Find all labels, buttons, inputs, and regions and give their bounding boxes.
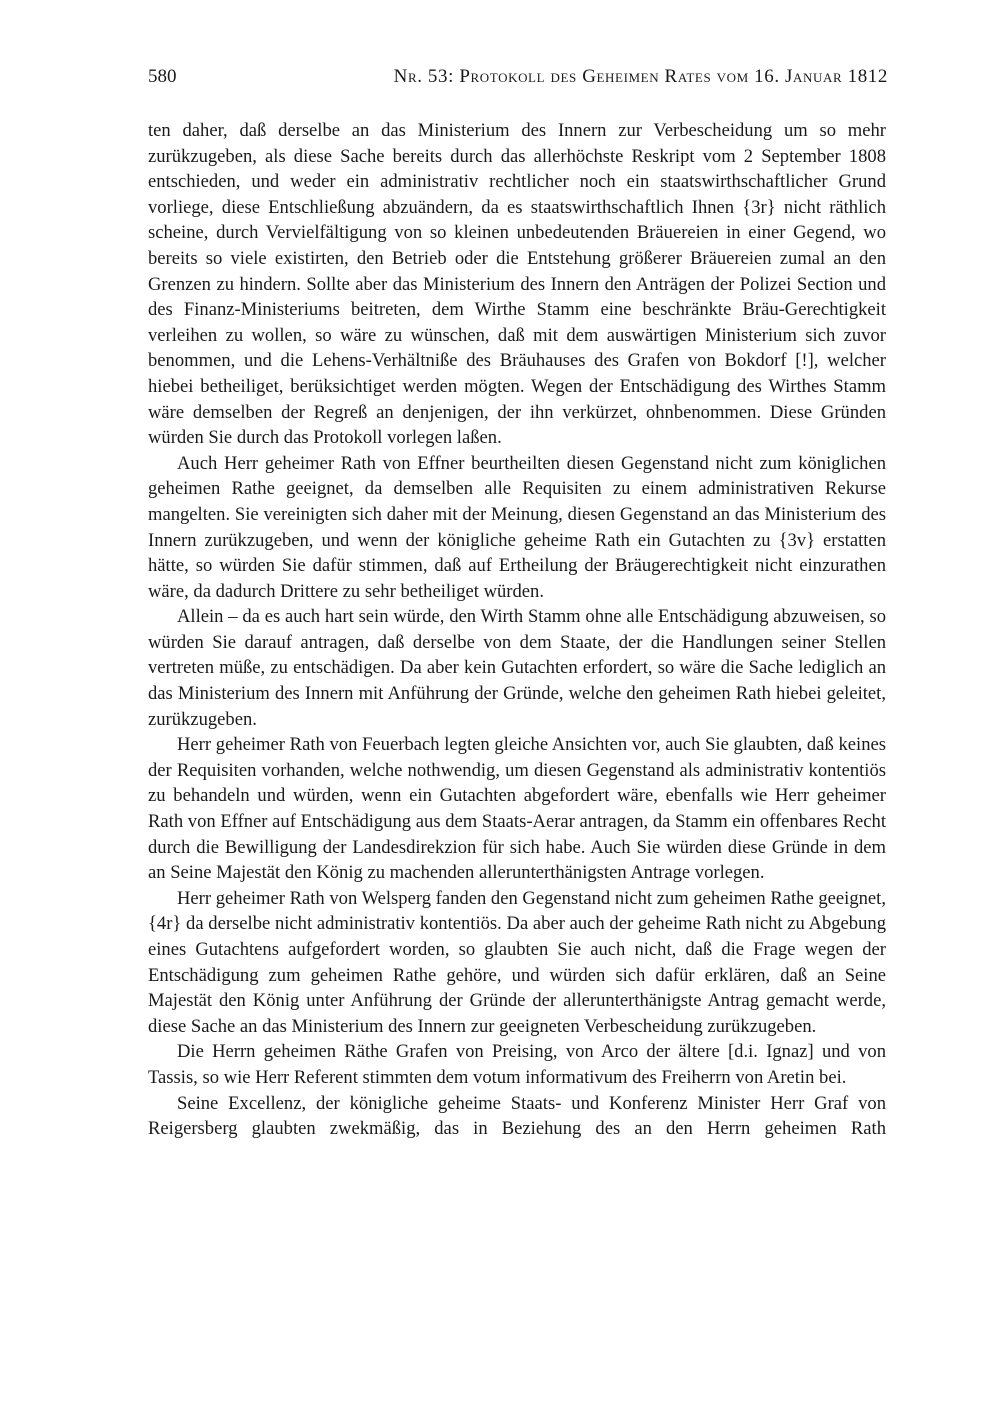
paragraph-reigersberg: Seine Excellenz, der königliche geheime Staats- und Konferenz Minister Herr Graf von Reigersberg glaubten zwekmäßig, das in Beziehung des an den Herrn geheimen Rath — [148, 1092, 886, 1140]
page-number: 580 — [148, 66, 177, 87]
page-body — [148, 118, 886, 1142]
paragraph-preising-arco-tassis: Die Herrn geheimen Räthe Grafen von Preising, von Arco der ältere [d.i. Ignaz] und von Tassis, so wie Herr Referent stimmten dem votum informativum des Freiherrn von Aretin bei. — [148, 1041, 886, 1088]
page-header — [148, 66, 888, 92]
paragraph-welsperg: Herr geheimer Rath von Welsperg fanden den Gegenstand nicht zum geheimen Rathe geeignet, {4r} da derselbe nicht administrativ kontentiös. Da aber auch der geheime Rath nicht zu Abgebung eines Gutachtens aufgefordert worden, so glaubten Sie auch nicht, daß die Frage wegen der Entschädigung zum geheimen Rathe gehöre, und würden sich dafür erklären, daß an Seine Majestät den König unter Anführung der Gründe der allerunterthänigste Antrag gemacht werde, diese Sache an das Ministerium des Innern zur geeigneten Verbescheidung zurükzugeben. — [148, 887, 886, 1037]
paragraph-effner: Auch Herr geheimer Rath von Effner beurtheilten diesen Gegenstand nicht zum königlichen geheimen Rathe geeignet, da demselben alle Requisiten zu einem administrativen Rekurse mangelten. Sie vereinigten sich daher mit der Meinung, diesen Gegenstand an das Ministerium des Innern zurükzugeben, und wenn der königliche geheime Rath ein Gutachten zu {3v} erstatten hätte, so würden Sie dafür stimmen, daß auf Ertheilung der Bräugerechtigkeit nicht einzurathen wäre, da dadurch Drittere zu sehr betheiliget würden. — [148, 452, 886, 602]
paragraph-continuation: ten daher, daß derselbe an das Ministerium des Innern zur Verbescheidung um so mehr zurükzugeben, als diese Sache bereits durch das allerhöchste Reskript vom 2 September 1808 entschieden, und weder ein administrativ rechtlicher noch ein staatswirthschaftlicher Grund vorliege, diese Entschließung abzuändern, da es staatswirthschaftlich Ihnen {3r} nicht räthlich scheine, durch Vervielfältigung von so kleinen unbedeutenden Bräuereien in einer Gegend, wo bereits so viele existirten, den Betrieb oder die Entstehung größerer Bräuereien zumal an den Grenzen zu hindern. Sollte aber das Ministerium des Innern den Anträgen der Polizei Section und des Finanz-Ministeriums beitreten, dem Wirthe Stamm eine beschränkte Bräu-Gerechtigkeit verleihen zu wollen, so wäre zu wünschen, daß mit dem auswärtigen Ministerium sich zuvor benommen, und die Lehens-Verhältniße des Bräuhauses des Grafen von Bokdorf [!], welcher hiebei betheiliget, berüksichtiget werden mögten. Wegen der Entschädigung des Wirthes Stamm wäre demselben der Regreß an denjenigen, der ihn verkürzet, ohnbenommen. Diese Gründen würden Sie durch das Protokoll vorlegen laßen. — [148, 120, 886, 449]
paragraph-compensation: Allein – da es auch hart sein würde, den Wirth Stamm ohne alle Entschädigung abzuweisen, so würden Sie darauf antragen, daß derselbe von dem Staate, der die Handlungen seiner Stellen vertreten müße, zu entschädigen. Da aber kein Gutachten erfordert, so wäre die Sache lediglich an das Ministerium des Innern mit Anführung der Gründe, welche den geheimen Rath hiebei geleitet, zurükzugeben. — [148, 606, 886, 730]
running-title: Nr. 53: Protokoll des Geheimen Rates vom 16. Januar 1812 — [393, 66, 888, 87]
paragraph-feuerbach: Herr geheimer Rath von Feuerbach legten gleiche Ansichten vor, auch Sie glaubten, daß keines der Requisiten vorhanden, welche nothwendig, um diesen Gegenstand als administrativ kontentiös zu behandeln und würden, wenn ein Gutachten abgefordert wäre, ebenfalls wie Herr geheimer Rath von Effner auf Entschädigung aus dem Staats-Aerar antragen, da Stamm ein offenbares Recht durch die Bewilligung der Landesdirekzion für sich habe. Auch Sie würden diese Gründe in dem an Seine Majestät den König zu machenden allerunterthänigsten Antrage vorlegen. — [148, 734, 886, 884]
